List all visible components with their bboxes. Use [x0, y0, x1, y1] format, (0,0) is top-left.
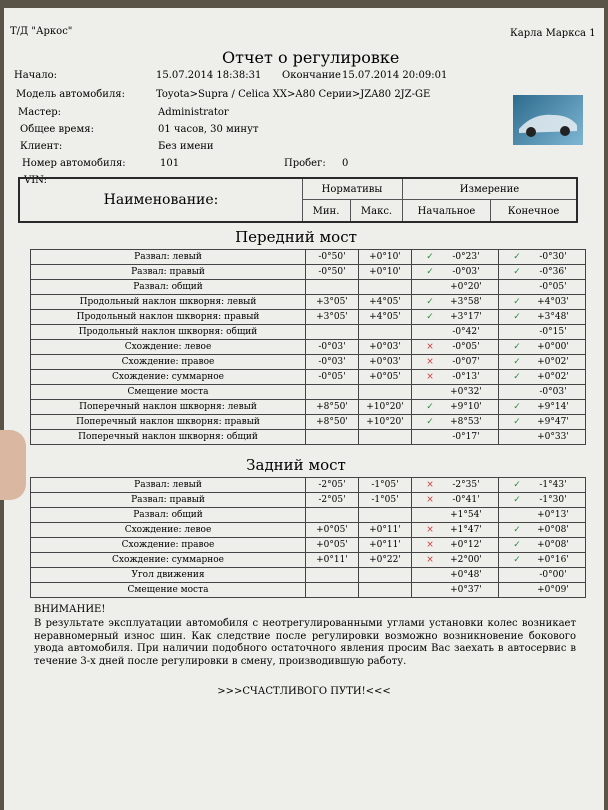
final-value: -0°15': [539, 327, 567, 337]
cross-icon: ×: [426, 480, 434, 490]
warning-text: В результате эксплуатации автомобиля с неотрегулированными углами установки колес возникает неравномерный износ шин. Как следствие после регулировки возможно возникновение бокового увода автомобиля. При наличии подобного остаточного явления просим Вас заехать в автосервис в течение 3-х дней после регулировки в смену, производившую работу.: [34, 618, 576, 667]
param-name: Поперечный наклон шкворня: правый: [31, 415, 306, 430]
check-icon: ✓: [513, 555, 521, 565]
min-header: Мин.: [312, 206, 340, 217]
initial-value: +3°58': [450, 297, 482, 307]
norm-min: [306, 508, 359, 523]
norm-max: +10°20': [359, 400, 412, 415]
final-value: +9°14': [537, 402, 569, 412]
initial-value: +3°17': [450, 312, 482, 322]
final-cell: [499, 553, 586, 568]
final-value: +9°47': [537, 417, 569, 427]
norm-max: +10°20': [359, 415, 412, 430]
norm-min: [306, 568, 359, 583]
final-cell: [499, 415, 586, 430]
final-cell: [499, 250, 586, 265]
norm-min: [306, 325, 359, 340]
warning-title: ВНИМАНИЕ!: [34, 604, 106, 615]
table-row: [31, 250, 586, 265]
norm-min: [306, 430, 359, 445]
final-cell: [499, 265, 586, 280]
final-cell: [499, 280, 586, 295]
initial-cell: [412, 250, 499, 265]
initial-cell: [412, 280, 499, 295]
norm-max: -1°05': [359, 478, 412, 493]
check-icon: ✓: [513, 372, 521, 382]
name-header: Наименование:: [103, 192, 219, 208]
norm-max: +0°22': [359, 553, 412, 568]
final-cell: [499, 493, 586, 508]
table-row: [31, 523, 586, 538]
final-cell: [499, 430, 586, 445]
final-value: -1°30': [539, 495, 567, 505]
final-cell: [499, 478, 586, 493]
final-value: +3°48': [537, 312, 569, 322]
norm-min: -2°05': [306, 478, 359, 493]
final-value: +0°00': [537, 342, 569, 352]
mileage-value: 0: [342, 158, 349, 169]
param-name: Угол движения: [31, 568, 306, 583]
front-axle-title: Передний мост: [235, 228, 357, 246]
initial-cell: [412, 553, 499, 568]
check-icon: ✓: [513, 342, 521, 352]
param-name: Схождение: левое: [31, 340, 306, 355]
norm-min: +0°05': [306, 523, 359, 538]
norm-min: -0°03': [306, 355, 359, 370]
norm-min: [306, 583, 359, 598]
client-label: Клиент:: [20, 141, 63, 152]
table-row: [31, 553, 586, 568]
norm-max: +0°03': [359, 340, 412, 355]
initial-cell: [412, 508, 499, 523]
model-value: Toyota>Supra / Celica XX>A80 Серии>JZA80 2JZ-GE: [156, 89, 431, 100]
initial-value: -0°07': [452, 357, 480, 367]
initial-header: Начальное: [417, 206, 476, 217]
final-value: +0°16': [537, 555, 569, 565]
check-icon: ✓: [513, 297, 521, 307]
initial-cell: [412, 385, 499, 400]
final-header: Конечное: [507, 206, 560, 217]
final-cell: [499, 583, 586, 598]
norm-max: [359, 583, 412, 598]
initial-cell: [412, 340, 499, 355]
param-name: Схождение: правое: [31, 538, 306, 553]
norm-max: +4°05': [359, 310, 412, 325]
param-name: Развал: общий: [31, 280, 306, 295]
initial-value: +0°20': [450, 282, 482, 292]
norm-max: [359, 430, 412, 445]
param-name: Продольный наклон шкворня: левый: [31, 295, 306, 310]
initial-value: +8°53': [450, 417, 482, 427]
table-row: [31, 325, 586, 340]
initial-cell: [412, 295, 499, 310]
norm-max: +0°11': [359, 523, 412, 538]
car-logo-image: [513, 95, 583, 145]
check-icon: ✓: [513, 480, 521, 490]
final-cell: [499, 310, 586, 325]
check-icon: ✓: [513, 267, 521, 277]
initial-cell: [412, 523, 499, 538]
check-icon: ✓: [426, 267, 434, 277]
company-address: Карла Маркса 1: [510, 28, 596, 39]
report-title: Отчет о регулировке: [222, 48, 400, 67]
cross-icon: ×: [426, 342, 434, 352]
param-name: Схождение: правое: [31, 355, 306, 370]
cross-icon: ×: [426, 372, 434, 382]
table-row: [31, 355, 586, 370]
norm-max: +0°05': [359, 370, 412, 385]
final-value: -0°05': [539, 282, 567, 292]
final-value: +0°02': [537, 357, 569, 367]
table-row: [31, 583, 586, 598]
norm-max: +0°03': [359, 355, 412, 370]
max-header: Макс.: [360, 206, 393, 217]
initial-value: -0°05': [452, 342, 480, 352]
norm-min: -0°50': [306, 265, 359, 280]
client-value: Без имени: [158, 141, 214, 152]
table-row: [31, 295, 586, 310]
table-row: [31, 340, 586, 355]
norm-min: +0°11': [306, 553, 359, 568]
norm-max: +4°05': [359, 295, 412, 310]
norm-min: +3°05': [306, 310, 359, 325]
final-cell: [499, 523, 586, 538]
norm-max: [359, 385, 412, 400]
final-cell: [499, 295, 586, 310]
mileage-label: Пробег:: [284, 158, 326, 169]
final-value: +0°13': [537, 510, 569, 520]
initial-cell: [412, 355, 499, 370]
final-value: -0°36': [539, 267, 567, 277]
norm-min: -0°05': [306, 370, 359, 385]
car-icon: [513, 95, 583, 145]
table-row: [31, 310, 586, 325]
initial-value: +0°37': [450, 585, 482, 595]
norms-header: Нормативы: [321, 184, 383, 195]
initial-cell: [412, 415, 499, 430]
final-value: +0°08': [537, 525, 569, 535]
initial-value: +0°12': [450, 540, 482, 550]
table-row: [31, 265, 586, 280]
initial-cell: [412, 400, 499, 415]
initial-cell: [412, 430, 499, 445]
norm-max: -1°05': [359, 493, 412, 508]
param-name: Продольный наклон шкворня: общий: [31, 325, 306, 340]
initial-cell: [412, 370, 499, 385]
initial-value: +1°47': [450, 525, 482, 535]
norm-max: [359, 508, 412, 523]
table-row: [31, 280, 586, 295]
initial-value: -0°41': [452, 495, 480, 505]
initial-value: +2°00': [450, 555, 482, 565]
rear-axle-table: [30, 477, 586, 598]
check-icon: ✓: [513, 402, 521, 412]
company-name: Т/Д "Аркос": [10, 26, 73, 37]
check-icon: ✓: [513, 525, 521, 535]
model-label: Модель автомобиля:: [16, 89, 125, 100]
front-axle-table: [30, 249, 586, 445]
cross-icon: ×: [426, 540, 434, 550]
initial-value: -2°35': [452, 480, 480, 490]
check-icon: ✓: [426, 312, 434, 322]
final-cell: [499, 340, 586, 355]
check-icon: ✓: [513, 417, 521, 427]
norm-min: [306, 280, 359, 295]
check-icon: ✓: [426, 402, 434, 412]
initial-cell: [412, 583, 499, 598]
final-cell: [499, 355, 586, 370]
norm-min: +3°05': [306, 295, 359, 310]
vin-label: VIN:: [24, 175, 47, 186]
norm-min: +8°50': [306, 415, 359, 430]
table-row: [31, 385, 586, 400]
table-row: [31, 508, 586, 523]
final-cell: [499, 325, 586, 340]
number-label: Номер автомобиля:: [22, 158, 126, 169]
start-label: Начало:: [14, 70, 57, 81]
initial-cell: [412, 310, 499, 325]
final-value: +0°33': [537, 432, 569, 442]
initial-value: +9°10': [450, 402, 482, 412]
norm-min: +8°50': [306, 400, 359, 415]
param-name: Схождение: левое: [31, 523, 306, 538]
check-icon: ✓: [426, 417, 434, 427]
final-cell: [499, 370, 586, 385]
check-icon: ✓: [513, 252, 521, 262]
final-cell: [499, 538, 586, 553]
initial-cell: [412, 538, 499, 553]
norm-max: +0°10': [359, 250, 412, 265]
check-icon: ✓: [513, 540, 521, 550]
param-name: Схождение: суммарное: [31, 553, 306, 568]
measure-header: Измерение: [459, 184, 520, 195]
norm-max: [359, 325, 412, 340]
cross-icon: ×: [426, 555, 434, 565]
table-row: [31, 568, 586, 583]
table-row: [31, 493, 586, 508]
initial-cell: [412, 568, 499, 583]
param-name: Развал: правый: [31, 493, 306, 508]
norm-max: [359, 568, 412, 583]
final-value: +0°08': [537, 540, 569, 550]
end-label: Окончание: [282, 70, 341, 81]
final-cell: [499, 568, 586, 583]
end-value: 15.07.2014 20:09:01: [342, 70, 448, 81]
master-value: Administrator: [158, 107, 229, 118]
check-icon: ✓: [513, 312, 521, 322]
norm-min: +0°05': [306, 538, 359, 553]
master-label: Мастер:: [18, 107, 62, 118]
initial-cell: [412, 493, 499, 508]
final-value: -0°03': [539, 387, 567, 397]
number-value: 101: [160, 158, 180, 169]
param-name: Развал: правый: [31, 265, 306, 280]
cross-icon: ×: [426, 525, 434, 535]
final-value: +4°03': [537, 297, 569, 307]
check-icon: ✓: [426, 297, 434, 307]
final-cell: [499, 385, 586, 400]
time-label: Общее время:: [20, 124, 94, 135]
table-row: [31, 478, 586, 493]
rear-axle-title: Задний мост: [246, 456, 346, 474]
initial-value: +1°54': [450, 510, 482, 520]
final-value: -0°30': [539, 252, 567, 262]
final-value: +0°02': [537, 372, 569, 382]
cross-icon: ×: [426, 357, 434, 367]
table-row: [31, 538, 586, 553]
param-name: Смещение моста: [31, 583, 306, 598]
initial-cell: [412, 325, 499, 340]
initial-value: -0°13': [452, 372, 480, 382]
check-icon: ✓: [426, 252, 434, 262]
norm-max: [359, 280, 412, 295]
initial-value: -0°23': [452, 252, 480, 262]
initial-value: -0°03': [452, 267, 480, 277]
table-row: [31, 430, 586, 445]
param-name: Поперечный наклон шкворня: левый: [31, 400, 306, 415]
norm-max: +0°10': [359, 265, 412, 280]
table-row: [31, 370, 586, 385]
final-value: -0°00': [539, 570, 567, 580]
initial-cell: [412, 265, 499, 280]
final-cell: [499, 508, 586, 523]
farewell: >>>СЧАСТЛИВОГО ПУТИ!<<<: [217, 686, 391, 697]
check-icon: ✓: [513, 357, 521, 367]
initial-value: -0°42': [452, 327, 480, 337]
table-row: [31, 400, 586, 415]
norm-min: -2°05': [306, 493, 359, 508]
final-cell: [499, 400, 586, 415]
param-name: Развал: левый: [31, 478, 306, 493]
param-name: Развал: общий: [31, 508, 306, 523]
table-header: [18, 177, 578, 223]
norm-min: [306, 385, 359, 400]
initial-value: +0°48': [450, 570, 482, 580]
cross-icon: ×: [426, 495, 434, 505]
param-name: Развал: левый: [31, 250, 306, 265]
norm-max: +0°11': [359, 538, 412, 553]
start-value: 15.07.2014 18:38:31: [156, 70, 262, 81]
initial-cell: [412, 478, 499, 493]
param-name: Продольный наклон шкворня: правый: [31, 310, 306, 325]
check-icon: ✓: [513, 495, 521, 505]
param-name: Смещение моста: [31, 385, 306, 400]
final-value: +0°09': [537, 585, 569, 595]
param-name: Поперечный наклон шкворня: общий: [31, 430, 306, 445]
initial-value: -0°17': [452, 432, 480, 442]
table-row: [31, 415, 586, 430]
norm-min: -0°03': [306, 340, 359, 355]
time-value: 01 часов, 30 минут: [158, 124, 259, 135]
initial-value: +0°32': [450, 387, 482, 397]
param-name: Схождение: суммарное: [31, 370, 306, 385]
norm-min: -0°50': [306, 250, 359, 265]
final-value: -1°43': [539, 480, 567, 490]
